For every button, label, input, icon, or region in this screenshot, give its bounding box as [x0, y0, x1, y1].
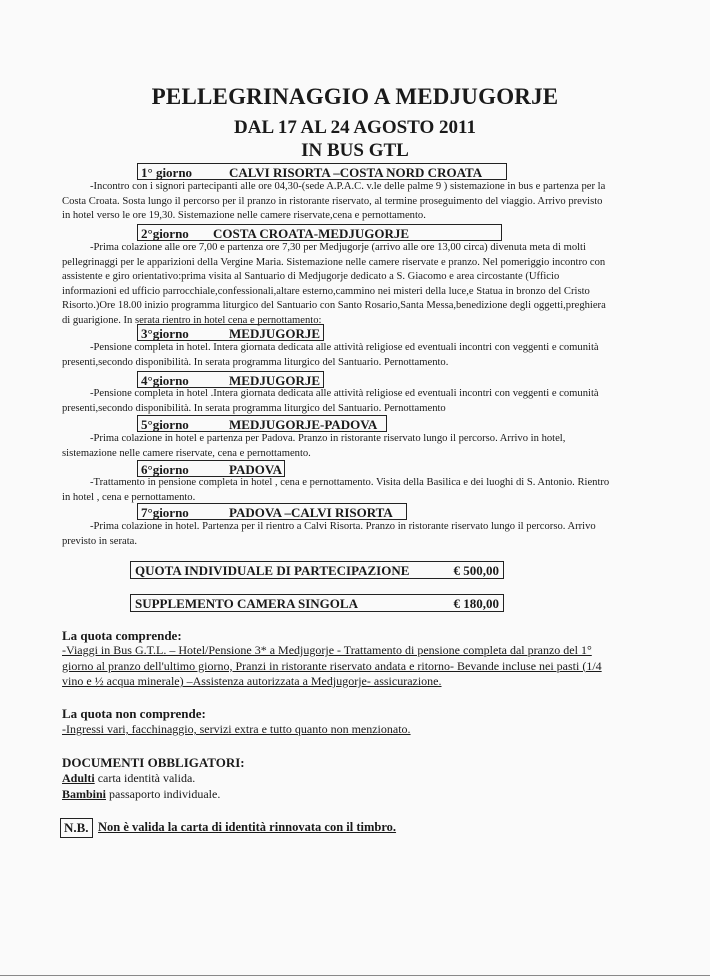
day-7-label: 7°giorno [141, 505, 189, 520]
quota-label: QUOTA INDIVIDUALE DI PARTECIPAZIONE [135, 563, 410, 578]
single-supplement-box [130, 594, 504, 612]
documents-title: DOCUMENTI OBBLIGATORI: [62, 755, 245, 770]
day-7-description: -Prima colazione in hotel. Partenza per il rientro a Calvi Risorta. Pranzo in ristorante riservato lungo il percorso. Arrivo previsto in serata. [62, 521, 596, 547]
scan-edge-line [0, 975, 710, 976]
day-1-label: 1° giorno [141, 165, 193, 180]
day-4-route: MEDJUGORJE [229, 373, 320, 388]
children-text: passaporto individuale. [109, 787, 221, 801]
trip-dates: DAL 17 AL 24 AGOSTO 2011 [234, 117, 476, 138]
day-5-label: 5°giorno [141, 417, 189, 432]
day-6-route: PADOVA [229, 462, 282, 477]
day-3-label: 3°giorno [141, 326, 189, 341]
day-1-description: -Incontro con i signori partecipanti alle ore 04,30-(sede A.P.A.C. v.le delle palme 9 ) sistemazione in bus e partenza per la Costa Croata. Sosta lungo il percorso per il pranzo in ristorante riservato, al termine proseguimento del viaggio. Arrivo previsto in hotel verso le ore 19,30. Sistemazione nelle camere riservate,cena e pernottamento. [62, 181, 606, 222]
adults-label: Adulti [62, 771, 95, 785]
single-supplement-price: € 180,00 [453, 596, 499, 611]
adults-text: carta identità valida. [97, 771, 196, 785]
quota-box [130, 561, 504, 579]
nb-text: Non è valida la carta di identità rinnovata con il timbro. [98, 820, 397, 834]
day-2-description: -Prima colazione alle ore 7,00 e partenza ore 7,30 per Medjugorje (arrivo alle ore 13,00 circa) divenuta meta di molti pellegrinaggi per le apparizioni della Vergine Maria. Sistemazione nelle camere riservate e pranzo. Nel pomeriggio incontro con assistente e giro orientativo:prima visita al Santuario di Medjugorje dedicato a S. Giacomo e area circostante (Ufficio informazioni ed ufficio parrocchiale,confessionali,altare esterno,cammino nei misteri della luce,e Statua in bronzo del Cristo Risorto.)Ore 18.00 inizio programma liturgico del Santuario con Santo Rosario,Santa Messa,benedizione degli oggetti,preghiera di guarigione. In serata rientro in hotel cena e pernottamento: [62, 242, 606, 326]
day-4-heading [137, 371, 324, 388]
document-title: PELLEGRINAGGIO A MEDJUGORJE [151, 84, 559, 109]
single-supplement-label: SUPPLEMENTO CAMERA SINGOLA [135, 596, 358, 611]
day-5-description: -Prima colazione in hotel e partenza per Padova. Pranzo in ristorante riservato lungo il percorso. Arrivo in hotel, sistemazione nelle camere riservate, cena e pernottamento. [62, 433, 566, 459]
children-line [62, 787, 220, 802]
includes-title: La quota comprende: [62, 628, 182, 643]
day-1-heading [137, 163, 507, 180]
day-4-label: 4°giorno [141, 373, 189, 388]
excludes-text: -Ingressi vari, facchinaggio, servizi extra e tutto quanto non menzionato. [62, 722, 411, 736]
day-6-heading [137, 460, 285, 477]
day-7-heading [137, 503, 407, 520]
day-3-heading [137, 324, 324, 341]
day-5-route: MEDJUGORJE-PADOVA [229, 417, 378, 432]
adults-line [62, 771, 195, 786]
day-3-route: MEDJUGORJE [229, 326, 320, 341]
day-5-heading [137, 415, 387, 432]
day-6-label: 6°giorno [141, 462, 189, 477]
day-1-route: CALVI RISORTA –COSTA NORD CROATA [229, 165, 483, 180]
day-2-label: 2°giorno [141, 226, 189, 241]
excludes-title: La quota non comprende: [62, 706, 206, 721]
includes-text: -Viaggi in Bus G.T.L. – Hotel/Pensione 3* a Medjugorje - Trattamento di pensione completa dal pranzo del 1° giorno al pranzo dell'ultimo giorno, Pranzi in ristorante riservato andata e ritorno- Bevande incluse nei pasti (1/4 vino e ½ acqua minerale) –Assistenza autorizzata a Medjugorje- assicurazione. [62, 643, 602, 688]
quota-price: € 500,00 [453, 563, 499, 578]
day-3-description: -Pensione completa in hotel. Intera giornata dedicata alle attività religiose ed eventuali incontri con veggenti e comunità presenti,secondo disponibilità. In serata programma liturgico del Santuario. Pernottamento. [62, 342, 599, 368]
day-6-description: -Trattamento in pensione completa in hotel , cena e pernottamento. Visita della Basilica e dei luoghi di S. Antonio. Rientro in hotel , cena e pernottamento. [62, 477, 610, 503]
day-7-route: PADOVA –CALVI RISORTA [229, 505, 393, 520]
transport-line: IN BUS GTL [301, 140, 409, 161]
day-2-heading [137, 224, 502, 241]
day-2-route: COSTA CROATA-MEDJUGORJE [213, 226, 410, 241]
day-4-description: -Pensione completa in hotel .Intera giornata dedicata alle attività religiose ed eventuali incontri con veggenti e comunità presenti,secondo disponibilità. In serata programma liturgico del Santuario. Pernottamento [62, 388, 599, 414]
children-label: Bambini [62, 787, 107, 801]
nb-label: N.B. [60, 818, 93, 838]
